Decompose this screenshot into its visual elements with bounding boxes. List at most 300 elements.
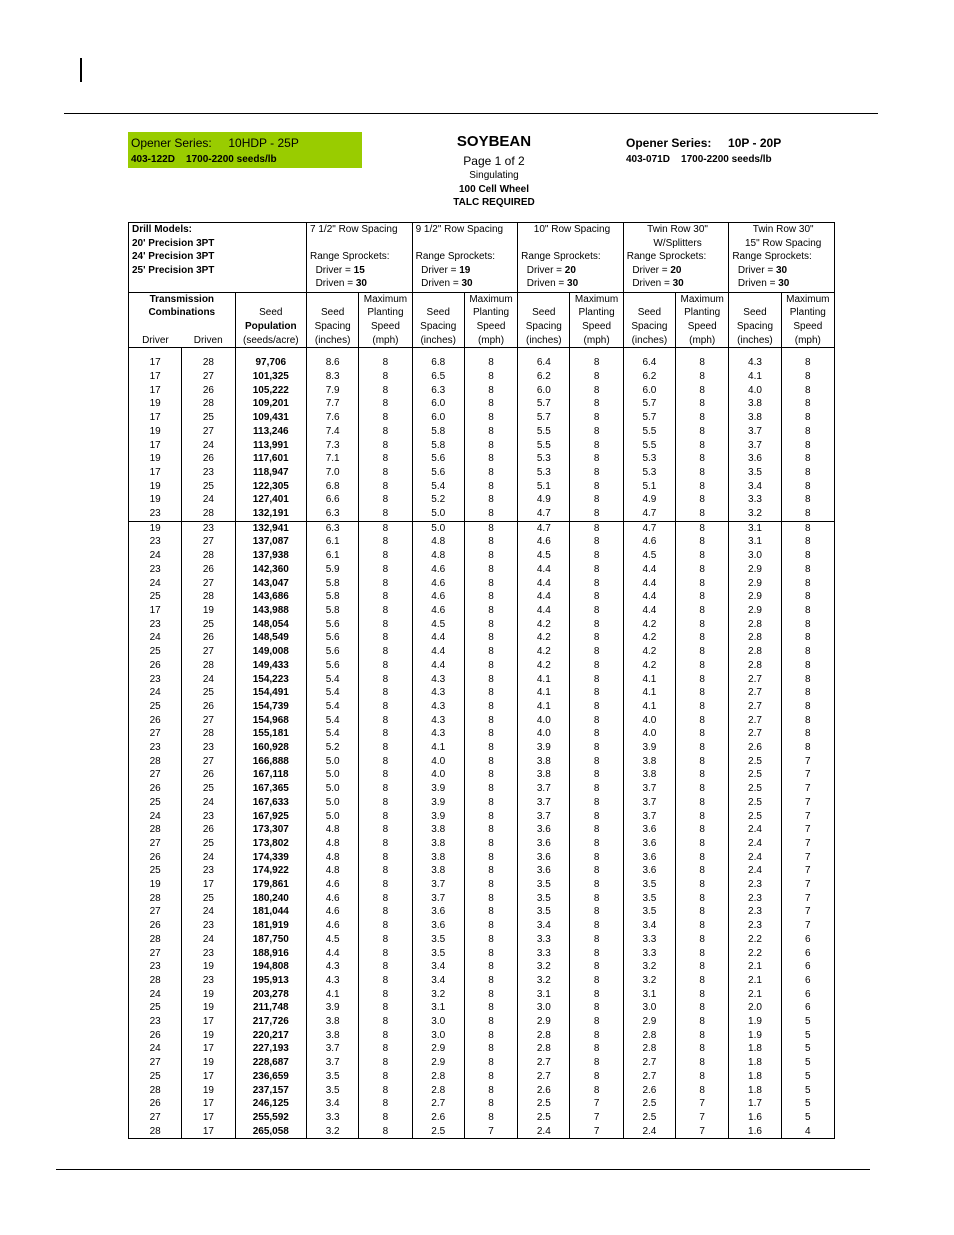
spacing-cell: 7.1 bbox=[307, 452, 359, 466]
spacing-cell: 6.0 bbox=[412, 397, 464, 411]
spacing-cell: 1.8 bbox=[729, 1084, 781, 1098]
speed-cell: 8 bbox=[359, 686, 412, 700]
speed-cell: 8 bbox=[570, 755, 623, 769]
driven-cell: 17 bbox=[182, 1015, 235, 1029]
right-opener-part: 403-071D 1700-2200 seeds/lb bbox=[626, 154, 772, 165]
spacing-cell: 4.2 bbox=[623, 645, 675, 659]
population-cell: 217,726 bbox=[235, 1015, 306, 1029]
speed-cell: 8 bbox=[464, 384, 517, 398]
speed-cell: 8 bbox=[359, 796, 412, 810]
max-speed-header bbox=[570, 292, 623, 348]
spacing-cell: 4.3 bbox=[412, 727, 464, 741]
driver-cell: 28 bbox=[129, 974, 182, 988]
speed-cell: 8 bbox=[676, 796, 729, 810]
header-line: (mph) bbox=[583, 334, 610, 346]
driven-cell: 28 bbox=[182, 659, 235, 673]
speed-cell: 8 bbox=[464, 700, 517, 714]
spacing-cell: 5.3 bbox=[623, 452, 675, 466]
speed-cell: 8 bbox=[570, 686, 623, 700]
spacing-cell: 5.5 bbox=[518, 425, 570, 439]
driver-cell: 25 bbox=[129, 796, 182, 810]
speed-cell: 8 bbox=[359, 645, 412, 659]
spacing-cell: 3.7 bbox=[623, 796, 675, 810]
driven-cell: 25 bbox=[182, 480, 235, 494]
spacing-cell: 4.2 bbox=[518, 645, 570, 659]
spacing-cell: 6.4 bbox=[623, 356, 675, 370]
spacing-cell: 4.4 bbox=[518, 604, 570, 618]
driver-label: Driver = bbox=[315, 264, 354, 276]
spacing-cell: 3.8 bbox=[729, 411, 781, 425]
spacing-cell: 6.2 bbox=[623, 370, 675, 384]
speed-cell: 8 bbox=[359, 1042, 412, 1056]
speed-cell: 8 bbox=[359, 947, 412, 961]
spacing-cell: 3.5 bbox=[412, 933, 464, 947]
transmission-label: Transmission bbox=[149, 293, 215, 305]
spacing-cell: 2.8 bbox=[412, 1070, 464, 1084]
spacing-cell: 4.6 bbox=[307, 892, 359, 906]
spacing-cell: 1.8 bbox=[729, 1070, 781, 1084]
spacing-cell: 4.5 bbox=[518, 549, 570, 563]
speed-cell: 8 bbox=[676, 1029, 729, 1043]
spacing-cell: 2.4 bbox=[518, 1125, 570, 1139]
speed-cell: 8 bbox=[570, 521, 623, 535]
driven-cell: 24 bbox=[182, 905, 235, 919]
spacing-cell: 4.7 bbox=[623, 507, 675, 521]
spacing-cell: 2.2 bbox=[729, 933, 781, 947]
driven-cell: 26 bbox=[182, 700, 235, 714]
population-cell: 143,047 bbox=[235, 577, 306, 591]
spacing-cell: 4.1 bbox=[623, 686, 675, 700]
driven-cell: 27 bbox=[182, 577, 235, 591]
spacing-cell: 2.9 bbox=[518, 1015, 570, 1029]
spacing-cell: 2.5 bbox=[623, 1111, 675, 1125]
spacing-cell: 4.3 bbox=[412, 714, 464, 728]
driven-value: 30 bbox=[778, 278, 790, 290]
speed-cell: 8 bbox=[570, 439, 623, 453]
spacing-cell: 2.9 bbox=[729, 577, 781, 591]
speed-cell: 8 bbox=[464, 1042, 517, 1056]
speed-cell: 8 bbox=[676, 864, 729, 878]
population-cell: 167,118 bbox=[235, 768, 306, 782]
spacing-cell: 3.9 bbox=[412, 782, 464, 796]
speed-cell: 8 bbox=[676, 507, 729, 521]
speed-cell: 8 bbox=[781, 535, 834, 549]
header-line: (inches) bbox=[420, 334, 457, 346]
speed-cell: 8 bbox=[676, 960, 729, 974]
spacing-cell: 4.1 bbox=[518, 686, 570, 700]
population-cell: 195,913 bbox=[235, 974, 306, 988]
population-cell: 105,222 bbox=[235, 384, 306, 398]
driver-cell: 23 bbox=[129, 535, 182, 549]
spacing-cell: 2.8 bbox=[729, 645, 781, 659]
table-row bbox=[129, 755, 835, 769]
speed-cell: 8 bbox=[676, 974, 729, 988]
speed-cell: 5 bbox=[781, 1056, 834, 1070]
header-line: (seeds/acre) bbox=[243, 334, 299, 346]
table-row bbox=[129, 851, 835, 865]
spacing-cell: 5.4 bbox=[307, 700, 359, 714]
driver-cell: 19 bbox=[129, 452, 182, 466]
speed-cell: 8 bbox=[359, 452, 412, 466]
speed-cell: 8 bbox=[676, 1084, 729, 1098]
talc-note: TALC REQUIRED bbox=[453, 197, 535, 208]
table-row bbox=[129, 1056, 835, 1070]
spacing-cell: 5.7 bbox=[518, 411, 570, 425]
speed-cell: 8 bbox=[464, 823, 517, 837]
speed-cell: 8 bbox=[464, 480, 517, 494]
spacing-cell: 5.9 bbox=[307, 563, 359, 577]
table-row bbox=[129, 673, 835, 687]
spacing-cell: 5.3 bbox=[518, 466, 570, 480]
speed-cell: 8 bbox=[570, 768, 623, 782]
driven-cell: 17 bbox=[182, 1070, 235, 1084]
spacing-title: 7 1/2" Row Spacing bbox=[310, 224, 398, 235]
spacing-cell: 4.3 bbox=[412, 700, 464, 714]
spacer-cell bbox=[464, 348, 517, 357]
speed-cell: 8 bbox=[781, 466, 834, 480]
table-row bbox=[129, 439, 835, 453]
speed-cell: 8 bbox=[570, 370, 623, 384]
driver-cell: 24 bbox=[129, 549, 182, 563]
population-cell: 179,861 bbox=[235, 878, 306, 892]
speed-cell: 7 bbox=[781, 864, 834, 878]
spacing-cell: 2.1 bbox=[729, 974, 781, 988]
speed-cell: 8 bbox=[359, 919, 412, 933]
speed-cell: 8 bbox=[570, 466, 623, 480]
speed-cell: 8 bbox=[570, 810, 623, 824]
header-line: Spacing bbox=[314, 320, 351, 332]
driver-cell: 23 bbox=[129, 741, 182, 755]
speed-cell: 8 bbox=[464, 837, 517, 851]
spacing-cell: 2.8 bbox=[412, 1084, 464, 1098]
spacing-cell: 5.6 bbox=[412, 466, 464, 480]
population-cell: 137,087 bbox=[235, 535, 306, 549]
spacing-subtitle: W/Splitters bbox=[653, 237, 702, 249]
speed-cell: 8 bbox=[464, 397, 517, 411]
speed-cell: 8 bbox=[781, 397, 834, 411]
spacing-subtitle: 15" Row Spacing bbox=[744, 237, 822, 249]
table-row bbox=[129, 480, 835, 494]
driven-cell: 23 bbox=[182, 947, 235, 961]
range-sprockets-label: Range Sprockets: bbox=[415, 251, 496, 263]
table-row bbox=[129, 864, 835, 878]
table-row bbox=[129, 604, 835, 618]
driven-label: Driven = bbox=[737, 278, 779, 290]
population-cell: 154,223 bbox=[235, 673, 306, 687]
speed-cell: 7 bbox=[570, 1097, 623, 1111]
spacing-cell: 4.6 bbox=[307, 878, 359, 892]
spacing-cell: 3.9 bbox=[412, 796, 464, 810]
speed-cell: 8 bbox=[676, 370, 729, 384]
driver-value: 20 bbox=[670, 264, 682, 276]
cell-wheel: 100 Cell Wheel bbox=[458, 184, 530, 195]
driver-cell: 25 bbox=[129, 645, 182, 659]
driver-label: Driver = bbox=[421, 264, 460, 276]
spacing-cell: 2.9 bbox=[412, 1056, 464, 1070]
speed-cell: 8 bbox=[464, 631, 517, 645]
table-row bbox=[129, 1070, 835, 1084]
driven-cell: 26 bbox=[182, 384, 235, 398]
driver-cell: 24 bbox=[129, 1042, 182, 1056]
speed-cell: 8 bbox=[781, 507, 834, 521]
driven-column-label: Driven bbox=[193, 334, 223, 346]
spacing-cell: 3.3 bbox=[518, 947, 570, 961]
spacing-cell: 6.3 bbox=[307, 521, 359, 535]
speed-cell: 8 bbox=[676, 659, 729, 673]
spacing-cell: 4.3 bbox=[412, 686, 464, 700]
speed-cell: 8 bbox=[676, 549, 729, 563]
speed-cell: 8 bbox=[359, 493, 412, 507]
speed-cell: 8 bbox=[570, 837, 623, 851]
spacing-cell: 5.7 bbox=[518, 397, 570, 411]
spacer-cell bbox=[129, 348, 182, 357]
driver-cell: 26 bbox=[129, 659, 182, 673]
speed-cell: 8 bbox=[676, 700, 729, 714]
driven-cell: 24 bbox=[182, 439, 235, 453]
table-row bbox=[129, 411, 835, 425]
left-opener-part: 403-122D 1700-2200 seeds/lb bbox=[131, 154, 277, 165]
speed-cell: 8 bbox=[359, 466, 412, 480]
speed-cell: 8 bbox=[676, 947, 729, 961]
speed-cell: 8 bbox=[676, 714, 729, 728]
spacing-cell: 2.7 bbox=[623, 1056, 675, 1070]
speed-cell: 8 bbox=[359, 1056, 412, 1070]
population-cell: 227,193 bbox=[235, 1042, 306, 1056]
spacing-cell: 5.7 bbox=[623, 397, 675, 411]
spacing-cell: 5.6 bbox=[412, 452, 464, 466]
spacing-cell: 6.0 bbox=[623, 384, 675, 398]
driver-cell: 25 bbox=[129, 864, 182, 878]
driven-cell: 27 bbox=[182, 714, 235, 728]
driven-cell: 25 bbox=[182, 618, 235, 632]
margin-bar bbox=[80, 58, 82, 82]
spacing-cell: 1.6 bbox=[729, 1125, 781, 1139]
spacing-cell: 3.3 bbox=[518, 933, 570, 947]
speed-cell: 8 bbox=[570, 493, 623, 507]
speed-cell: 8 bbox=[781, 384, 834, 398]
driven-label: Driven = bbox=[632, 278, 673, 290]
speed-cell: 8 bbox=[464, 919, 517, 933]
seed-rate-table bbox=[128, 222, 835, 1139]
drill-models bbox=[129, 223, 307, 293]
speed-cell: 8 bbox=[359, 892, 412, 906]
speed-cell: 8 bbox=[676, 851, 729, 865]
spacing-cell: 3.0 bbox=[518, 1001, 570, 1015]
driven-cell: 28 bbox=[182, 727, 235, 741]
speed-cell: 8 bbox=[570, 411, 623, 425]
header-line: (mph) bbox=[372, 334, 399, 346]
spacing-cell: 3.5 bbox=[518, 878, 570, 892]
speed-cell: 8 bbox=[570, 796, 623, 810]
table-row bbox=[129, 700, 835, 714]
spacing-cell: 3.9 bbox=[412, 810, 464, 824]
speed-cell: 8 bbox=[570, 1056, 623, 1070]
driver-cell: 26 bbox=[129, 1097, 182, 1111]
population-cell: 148,054 bbox=[235, 618, 306, 632]
spacing-cell: 2.7 bbox=[729, 700, 781, 714]
spacing-cell: 2.5 bbox=[729, 810, 781, 824]
driver-cell: 19 bbox=[129, 425, 182, 439]
spacing-cell: 3.9 bbox=[518, 741, 570, 755]
spacing-twin-splitters bbox=[623, 223, 729, 293]
spacing-cell: 2.7 bbox=[518, 1056, 570, 1070]
speed-cell: 8 bbox=[359, 370, 412, 384]
driven-value: 30 bbox=[355, 278, 367, 290]
driver-cell: 23 bbox=[129, 960, 182, 974]
speed-cell: 8 bbox=[570, 960, 623, 974]
population-cell: 113,246 bbox=[235, 425, 306, 439]
spacing-cell: 4.4 bbox=[518, 590, 570, 604]
driven-cell: 24 bbox=[182, 933, 235, 947]
speed-cell: 8 bbox=[359, 535, 412, 549]
population-cell: 154,968 bbox=[235, 714, 306, 728]
spacing-cell: 3.4 bbox=[729, 480, 781, 494]
speed-cell: 8 bbox=[359, 480, 412, 494]
spacing-cell: 3.4 bbox=[623, 919, 675, 933]
table-row bbox=[129, 493, 835, 507]
speed-cell: 8 bbox=[781, 673, 834, 687]
speed-cell: 8 bbox=[570, 864, 623, 878]
table-row bbox=[129, 1029, 835, 1043]
header-rule bbox=[64, 113, 878, 114]
population-cell: 194,808 bbox=[235, 960, 306, 974]
speed-cell: 8 bbox=[359, 397, 412, 411]
driven-cell: 23 bbox=[182, 919, 235, 933]
spacing-cell: 4.3 bbox=[307, 974, 359, 988]
speed-cell: 8 bbox=[359, 714, 412, 728]
spacing-cell: 4.4 bbox=[623, 563, 675, 577]
table-row bbox=[129, 563, 835, 577]
spacing-cell: 3.0 bbox=[412, 1029, 464, 1043]
spacing-cell: 5.0 bbox=[412, 507, 464, 521]
speed-cell: 8 bbox=[676, 439, 729, 453]
speed-cell: 8 bbox=[464, 686, 517, 700]
spacing-cell: 5.6 bbox=[307, 618, 359, 632]
driven-cell: 23 bbox=[182, 521, 235, 535]
driven-cell: 25 bbox=[182, 837, 235, 851]
speed-cell: 8 bbox=[464, 1056, 517, 1070]
population-cell: 167,365 bbox=[235, 782, 306, 796]
speed-cell: 8 bbox=[781, 521, 834, 535]
spacing-cell: 8.6 bbox=[307, 356, 359, 370]
speed-cell: 8 bbox=[464, 741, 517, 755]
population-cell: 188,916 bbox=[235, 947, 306, 961]
driver-cell: 17 bbox=[129, 384, 182, 398]
spacing-cell: 3.5 bbox=[412, 947, 464, 961]
driven-cell: 17 bbox=[182, 1097, 235, 1111]
header-line: Maximum bbox=[786, 293, 830, 305]
header-line: (mph) bbox=[794, 334, 821, 346]
spacing-cell: 4.9 bbox=[623, 493, 675, 507]
driven-cell: 19 bbox=[182, 1056, 235, 1070]
speed-cell: 8 bbox=[570, 878, 623, 892]
speed-cell: 8 bbox=[676, 618, 729, 632]
population-cell: 181,919 bbox=[235, 919, 306, 933]
spacing-cell: 3.8 bbox=[729, 397, 781, 411]
speed-cell: 7 bbox=[781, 782, 834, 796]
spacing-cell: 3.6 bbox=[518, 851, 570, 865]
speed-cell: 8 bbox=[359, 851, 412, 865]
max-speed-header bbox=[464, 292, 517, 348]
speed-cell: 8 bbox=[359, 768, 412, 782]
driver-value: 19 bbox=[459, 264, 471, 276]
speed-cell: 8 bbox=[464, 673, 517, 687]
speed-cell: 8 bbox=[359, 1097, 412, 1111]
population-cell: 137,938 bbox=[235, 549, 306, 563]
spacing-cell: 2.0 bbox=[729, 1001, 781, 1015]
spacing-cell: 5.6 bbox=[307, 645, 359, 659]
driver-cell: 17 bbox=[129, 356, 182, 370]
spacing-cell: 4.6 bbox=[412, 590, 464, 604]
driven-cell: 27 bbox=[182, 645, 235, 659]
spacing-cell: 3.2 bbox=[307, 1125, 359, 1139]
driven-cell: 25 bbox=[182, 892, 235, 906]
spacing-cell: 6.4 bbox=[518, 356, 570, 370]
spacing-cell: 3.6 bbox=[623, 823, 675, 837]
driver-label: Driver = bbox=[526, 264, 565, 276]
speed-cell: 8 bbox=[359, 974, 412, 988]
table-row bbox=[129, 618, 835, 632]
spacing-cell: 4.3 bbox=[729, 356, 781, 370]
driven-cell: 28 bbox=[182, 356, 235, 370]
spacing-cell: 4.4 bbox=[412, 659, 464, 673]
spacing-cell: 3.8 bbox=[623, 755, 675, 769]
speed-cell: 8 bbox=[781, 659, 834, 673]
spacing-cell: 2.8 bbox=[623, 1029, 675, 1043]
driver-cell: 27 bbox=[129, 768, 182, 782]
driven-cell: 23 bbox=[182, 741, 235, 755]
speed-cell: 8 bbox=[464, 851, 517, 865]
spacing-10 bbox=[518, 223, 624, 293]
driven-cell: 19 bbox=[182, 988, 235, 1002]
speed-cell: 8 bbox=[781, 727, 834, 741]
speed-cell: 8 bbox=[676, 397, 729, 411]
driven-cell: 19 bbox=[182, 604, 235, 618]
spacing-cell: 4.2 bbox=[518, 659, 570, 673]
footer-rule bbox=[56, 1169, 870, 1170]
speed-cell: 8 bbox=[359, 1111, 412, 1125]
transmission-header bbox=[129, 292, 236, 348]
speed-cell: 8 bbox=[359, 1001, 412, 1015]
driven-cell: 26 bbox=[182, 768, 235, 782]
spacing-cell: 4.2 bbox=[623, 618, 675, 632]
spacer-row bbox=[129, 348, 835, 357]
header-line: Planting bbox=[472, 307, 510, 319]
speed-cell: 8 bbox=[676, 384, 729, 398]
spacing-cell: 1.8 bbox=[729, 1056, 781, 1070]
speed-cell: 8 bbox=[570, 452, 623, 466]
speed-cell: 8 bbox=[570, 397, 623, 411]
speed-cell: 8 bbox=[359, 1070, 412, 1084]
speed-cell: 8 bbox=[464, 466, 517, 480]
header-line: Seed bbox=[426, 307, 450, 319]
table-row bbox=[129, 452, 835, 466]
speed-cell: 8 bbox=[570, 727, 623, 741]
spacing-cell: 3.5 bbox=[518, 892, 570, 906]
spacing-cell: 3.8 bbox=[307, 1015, 359, 1029]
speed-cell: 8 bbox=[676, 411, 729, 425]
driven-cell: 19 bbox=[182, 960, 235, 974]
population-cell: 97,706 bbox=[235, 356, 306, 370]
spacing-cell: 2.1 bbox=[729, 988, 781, 1002]
spacing-cell: 4.7 bbox=[518, 521, 570, 535]
speed-cell: 8 bbox=[781, 356, 834, 370]
speed-cell: 6 bbox=[781, 988, 834, 1002]
speed-cell: 8 bbox=[464, 1111, 517, 1125]
table-row bbox=[129, 686, 835, 700]
driver-label: Driver = bbox=[632, 264, 671, 276]
population-cell: 228,687 bbox=[235, 1056, 306, 1070]
